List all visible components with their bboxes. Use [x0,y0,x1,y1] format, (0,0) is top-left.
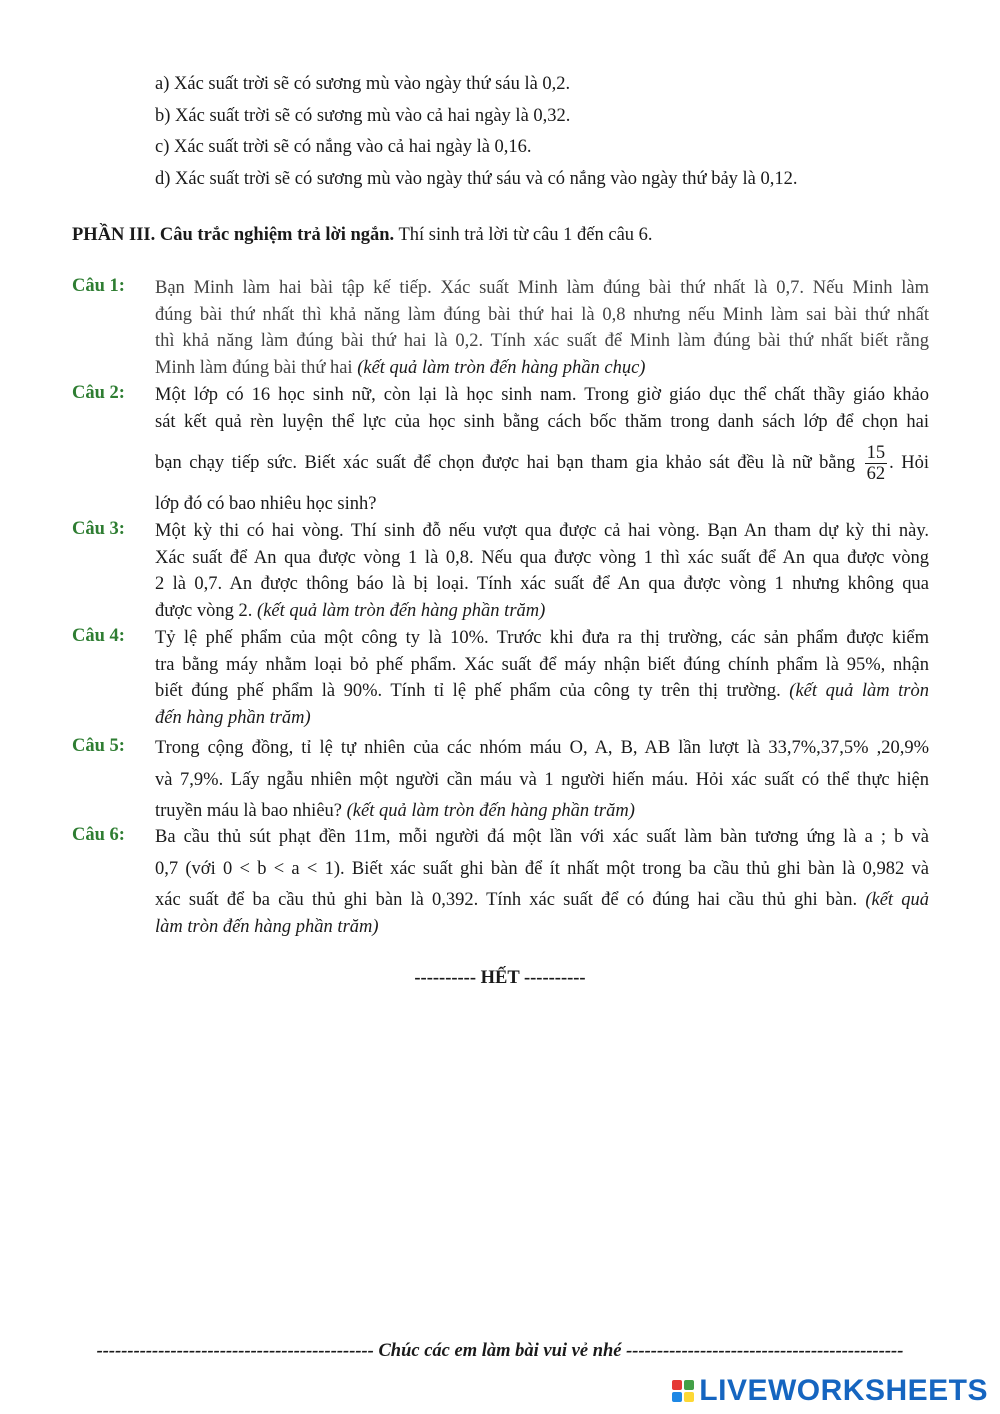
question-1-body [155,275,929,381]
question-text-line: lớp đó có bao nhiêu học sinh? [155,494,377,514]
question-text-line: sát kết quả rèn luyện thể lực của học sinh bằng cách bốc thăm trong danh sách lớp để chọn hai [155,411,929,432]
question-text-line [155,678,929,705]
option-a: a) Xác suất trời sẽ có sương mù vào ngày thứ sáu là 0,2. [155,74,571,94]
section-header [72,222,653,248]
question-label: Câu 5: [72,736,125,756]
end-marker: ---------- HẾT ---------- [414,968,586,988]
question-6-body [155,824,929,940]
question-text-line: Trong cộng đồng, tỉ lệ tự nhiên của các nhóm máu O, A, B, AB lần lượt là 33,7%,37,5% ,20,9% [155,738,929,758]
question-text-line [155,439,929,487]
question-text: xác suất để ba cầu thủ ghi bàn là 0,392. Tính xác suất để có đúng hai cầu thủ ghi bàn. [155,890,866,910]
question-text-line: đúng bài thứ nhất thì khả năng làm đúng bài thứ hai là 0,8 nhưng nếu Minh làm sai bài thứ nhất [155,304,929,325]
question-text-line: Xác suất để An qua được vòng 1 là 0,8. Nếu qua được vòng 1 thì xác suất để An qua được vòng [155,547,929,568]
question-text: . Hỏi [889,453,930,473]
question-text-line [155,598,929,625]
question-label: Câu 6: [72,825,125,845]
fraction [865,443,888,484]
question-text: Minh làm đúng bài thứ hai [155,357,358,378]
rounding-note: (kết quả làm tròn đến hàng phần trăm) [346,801,635,821]
question-3-body [155,518,929,624]
fraction-numerator: 15 [866,443,886,464]
question-text-line: Ba cầu thủ sút phạt đền 11m, mỗi người đá một lần với xác suất làm bàn tương ứng là a ; b và [155,827,929,847]
question-label: Câu 2: [72,383,125,403]
question-text-line: Tỷ lệ phế phẩm của một công ty là 10%. Trước khi đưa ra thị trường, các sản phẩm được kiểm [155,628,929,648]
liveworksheets-logo [672,1376,988,1406]
question-text-line: Một kỳ thi có hai vòng. Thí sinh đỗ nếu vượt qua được cả hai vòng. Bạn An tham dự kỳ thi này. [155,521,929,541]
question-text-line [155,355,929,382]
option-c: c) Xác suất trời sẽ có nắng vào cả hai ngày là 0,16. [155,137,532,157]
rounding-note: (kết quả [865,890,929,910]
question-text-line: và 7,9%. Lấy ngẫu nhiên một người cần máu và 1 người hiến máu. Hỏi xác suất có thể thực hiện [155,769,929,790]
rounding-note: (kết quả làm tròn đến hàng phần chục) [357,357,646,378]
question-text-line: 2 là 0,7. An được thông báo là bị loại. Tính xác suất để An qua được vòng 1 nhưng không qua [155,574,929,594]
rounding-note: (kết quả làm tròn [789,681,929,701]
question-4-body [155,625,929,731]
question-text: bạn chạy tiếp sức. Biết xác suất để chọn được hai bạn tham gia khảo sát đều là nữ bằng [155,453,856,473]
question-text: biết đúng phế phẩm là 90%. Tính tỉ lệ phế phẩm của công ty trên thị trường. [155,681,790,701]
question-text-line: 0,7 (với 0 < b < a < 1). Biết xác suất ghi bàn để ít nhất một trong ba cầu thủ ghi bàn là 0,982 và [155,858,929,879]
section-instruction: Thí sinh trả lời từ câu 1 đến câu 6. [394,225,653,245]
question-text-line [155,798,929,825]
question-label: Câu 3: [72,519,125,539]
question-text-line: thì khả năng làm đúng bài thứ hai là 0,2. Tính xác suất để Minh làm đúng bài thứ nhất biết rằng [155,331,929,351]
question-text-line: Bạn Minh làm hai bài tập kế tiếp. Xác suất Minh làm đúng bài thứ nhất là 0,7. Nếu Minh làm [155,278,929,298]
question-label: Câu 1: [72,276,125,296]
question-text-line: Một lớp có 16 học sinh nữ, còn lại là học sinh nam. Trong giờ giáo dục thể chất thầy giáo khảo [155,385,929,405]
question-text-line [155,887,929,914]
question-label: Câu 4: [72,626,125,646]
question-2-body [155,382,929,518]
brand-name: LIVEWORKSHEETS [699,1374,988,1407]
question-text: truyền máu là bao nhiêu? [155,801,347,821]
option-b: b) Xác suất trời sẽ có sương mù vào cả hai ngày là 0,32. [155,106,571,126]
footer-message: --------------------------------------------- Chúc các em làm bài vui vẻ nhé --------------------------------------------- [96,1341,904,1361]
rounding-note: (kết quả làm tròn đến hàng phần trăm) [257,600,546,621]
section-title: PHẦN III. Câu trắc nghiệm trả lời ngắn. [72,225,395,245]
rounding-note: làm tròn đến hàng phần trăm) [155,916,379,937]
fraction-denominator: 62 [866,464,886,485]
rounding-note: đến hàng phần trăm) [155,707,311,728]
question-text-line: tra bằng máy nhằm loại bỏ phế phẩm. Xác suất để máy nhận biết đúng chính phẩm là 95%, nhận [155,654,929,675]
logo-grid-icon [672,1380,694,1402]
option-d: d) Xác suất trời sẽ có sương mù vào ngày thứ sáu và có nắng vào ngày thứ bảy là 0,12. [155,169,798,189]
question-5-body [155,735,929,825]
question-text: được vòng 2. [155,600,258,621]
